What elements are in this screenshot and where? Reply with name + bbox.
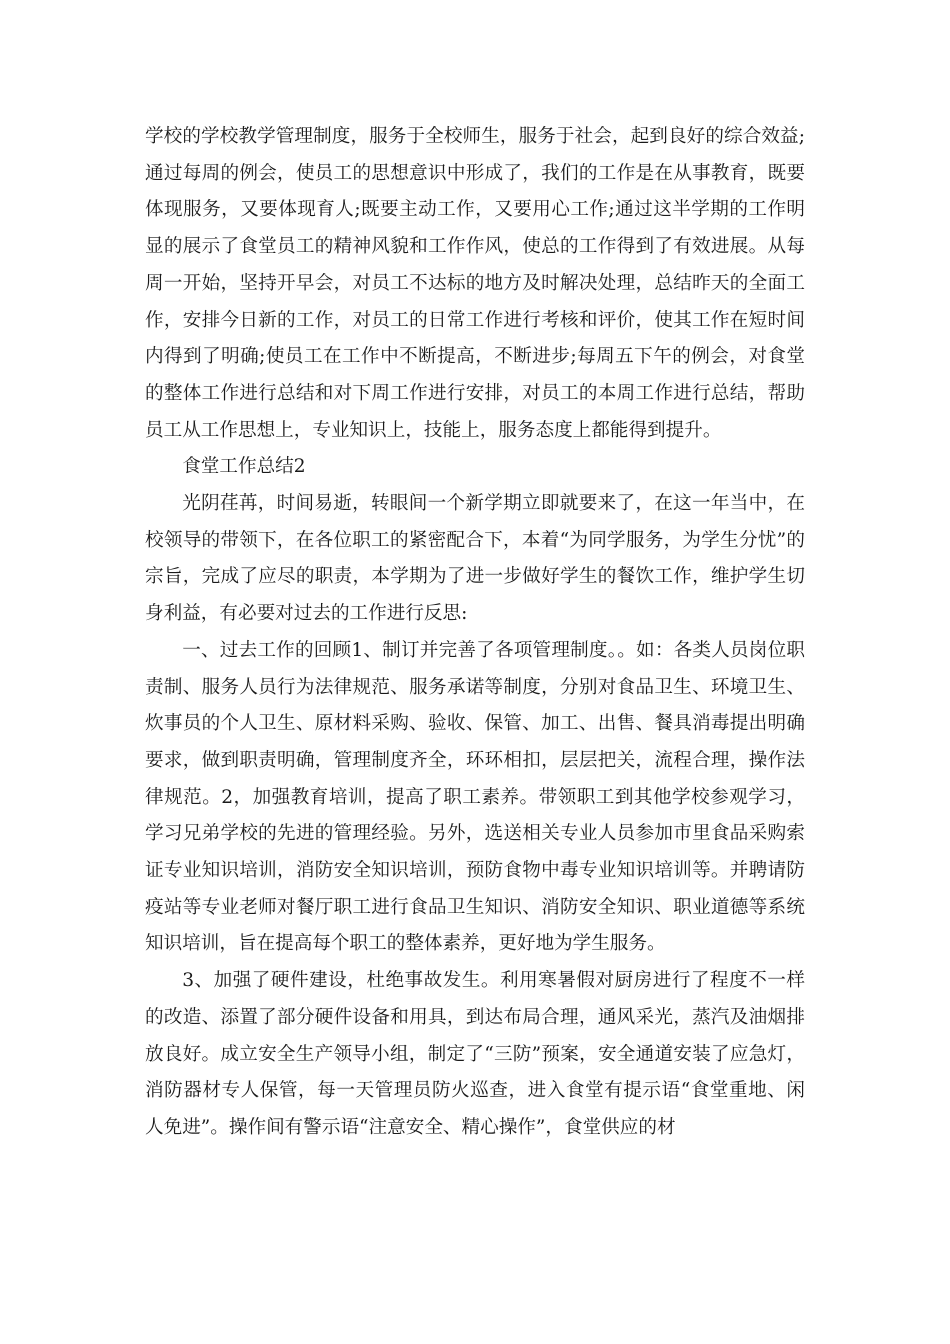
paragraph-review: 一、过去工作的回顾1、制订并完善了各项管理制度。。如：各类人员岗位职责制、服务人员行为法律规范、服务承诺等制度，分别对食品卫生、环境卫生、炊事员的个人卫生、原材料采购、验收、保管、加工、出售、餐具消毒提出明确要求，做到职责明确，管理制度齐全，环环相扣，层层把关，流程合理，操作法律规范。2，加强教育培训，提高了职工素养。带领职工到其他学校参观学习，学习兄弟学校的先进的管理经验。另外，选送相关专业人员参加市里食品采购索证专业知识培训，消防安全知识培训，预防食物中毒专业知识培训等。并聘请防疫站等专业老师对餐厅职工进行食品卫生知识、消防安全知识、职业道德等系统知识培训，旨在提高每个职工的整体素养，更好地为学生服务。 xyxy=(145,639,805,955)
section-heading: 食堂工作总结2 xyxy=(182,456,306,478)
document-page xyxy=(145,119,805,1147)
paragraph-intro: 光阴荏苒，时间易逝，转眼间一个新学期立即就要来了，在这一年当中，在校领导的带领下，在各位职工的紧密配合下，本着“为同学服务，为学生分忧”的宗旨，完成了应尽的职责，本学期为了进一步做好学生的餐饮工作，维护学生切身利益，有必要对过去的工作进行反思: xyxy=(145,493,805,625)
paragraph-hardware: 3、加强了硬件建设，杜绝事故发生。利用寒暑假对厨房进行了程度不一样的改造、添置了部分硬件设备和用具，到达布局合理，通风采光，蒸汽及油烟排放良好。成立安全生产领导小组，制定了“三防”预案，安全通道安装了应急灯，消防器材专人保管，每一天管理员防火巡查，进入食堂有提示语“食堂重地、闲人免进”。操作间有警示语“注意安全、精心操作”，食堂供应的材 xyxy=(145,970,805,1138)
paragraph-continuation: 学校的学校教学管理制度，服务于全校师生，服务于社会，起到良好的综合效益;通过每周的例会，使员工的思想意识中形成了，我们的工作是在从事教育，既要体现服务，又要体现育人;既要主动工作，又要用心工作;通过这半学期的工作明显的展示了食堂员工的精神风貌和工作作风，使总的工作得到了有效进展。从每周一开始，坚持开早会，对员工不达标的地方及时解决处理，总结昨天的全面工作，安排今日新的工作，对员工的日常工作进行考核和评价，使其工作在短时间内得到了明确;使员工在工作中不断提高，不断进步;每周五下午的例会，对食堂的整体工作进行总结和对下周工作进行安排，对员工的本周工作进行总结，帮助员工从工作思想上，专业知识上，技能上，服务态度上都能得到提升。 xyxy=(145,126,805,441)
